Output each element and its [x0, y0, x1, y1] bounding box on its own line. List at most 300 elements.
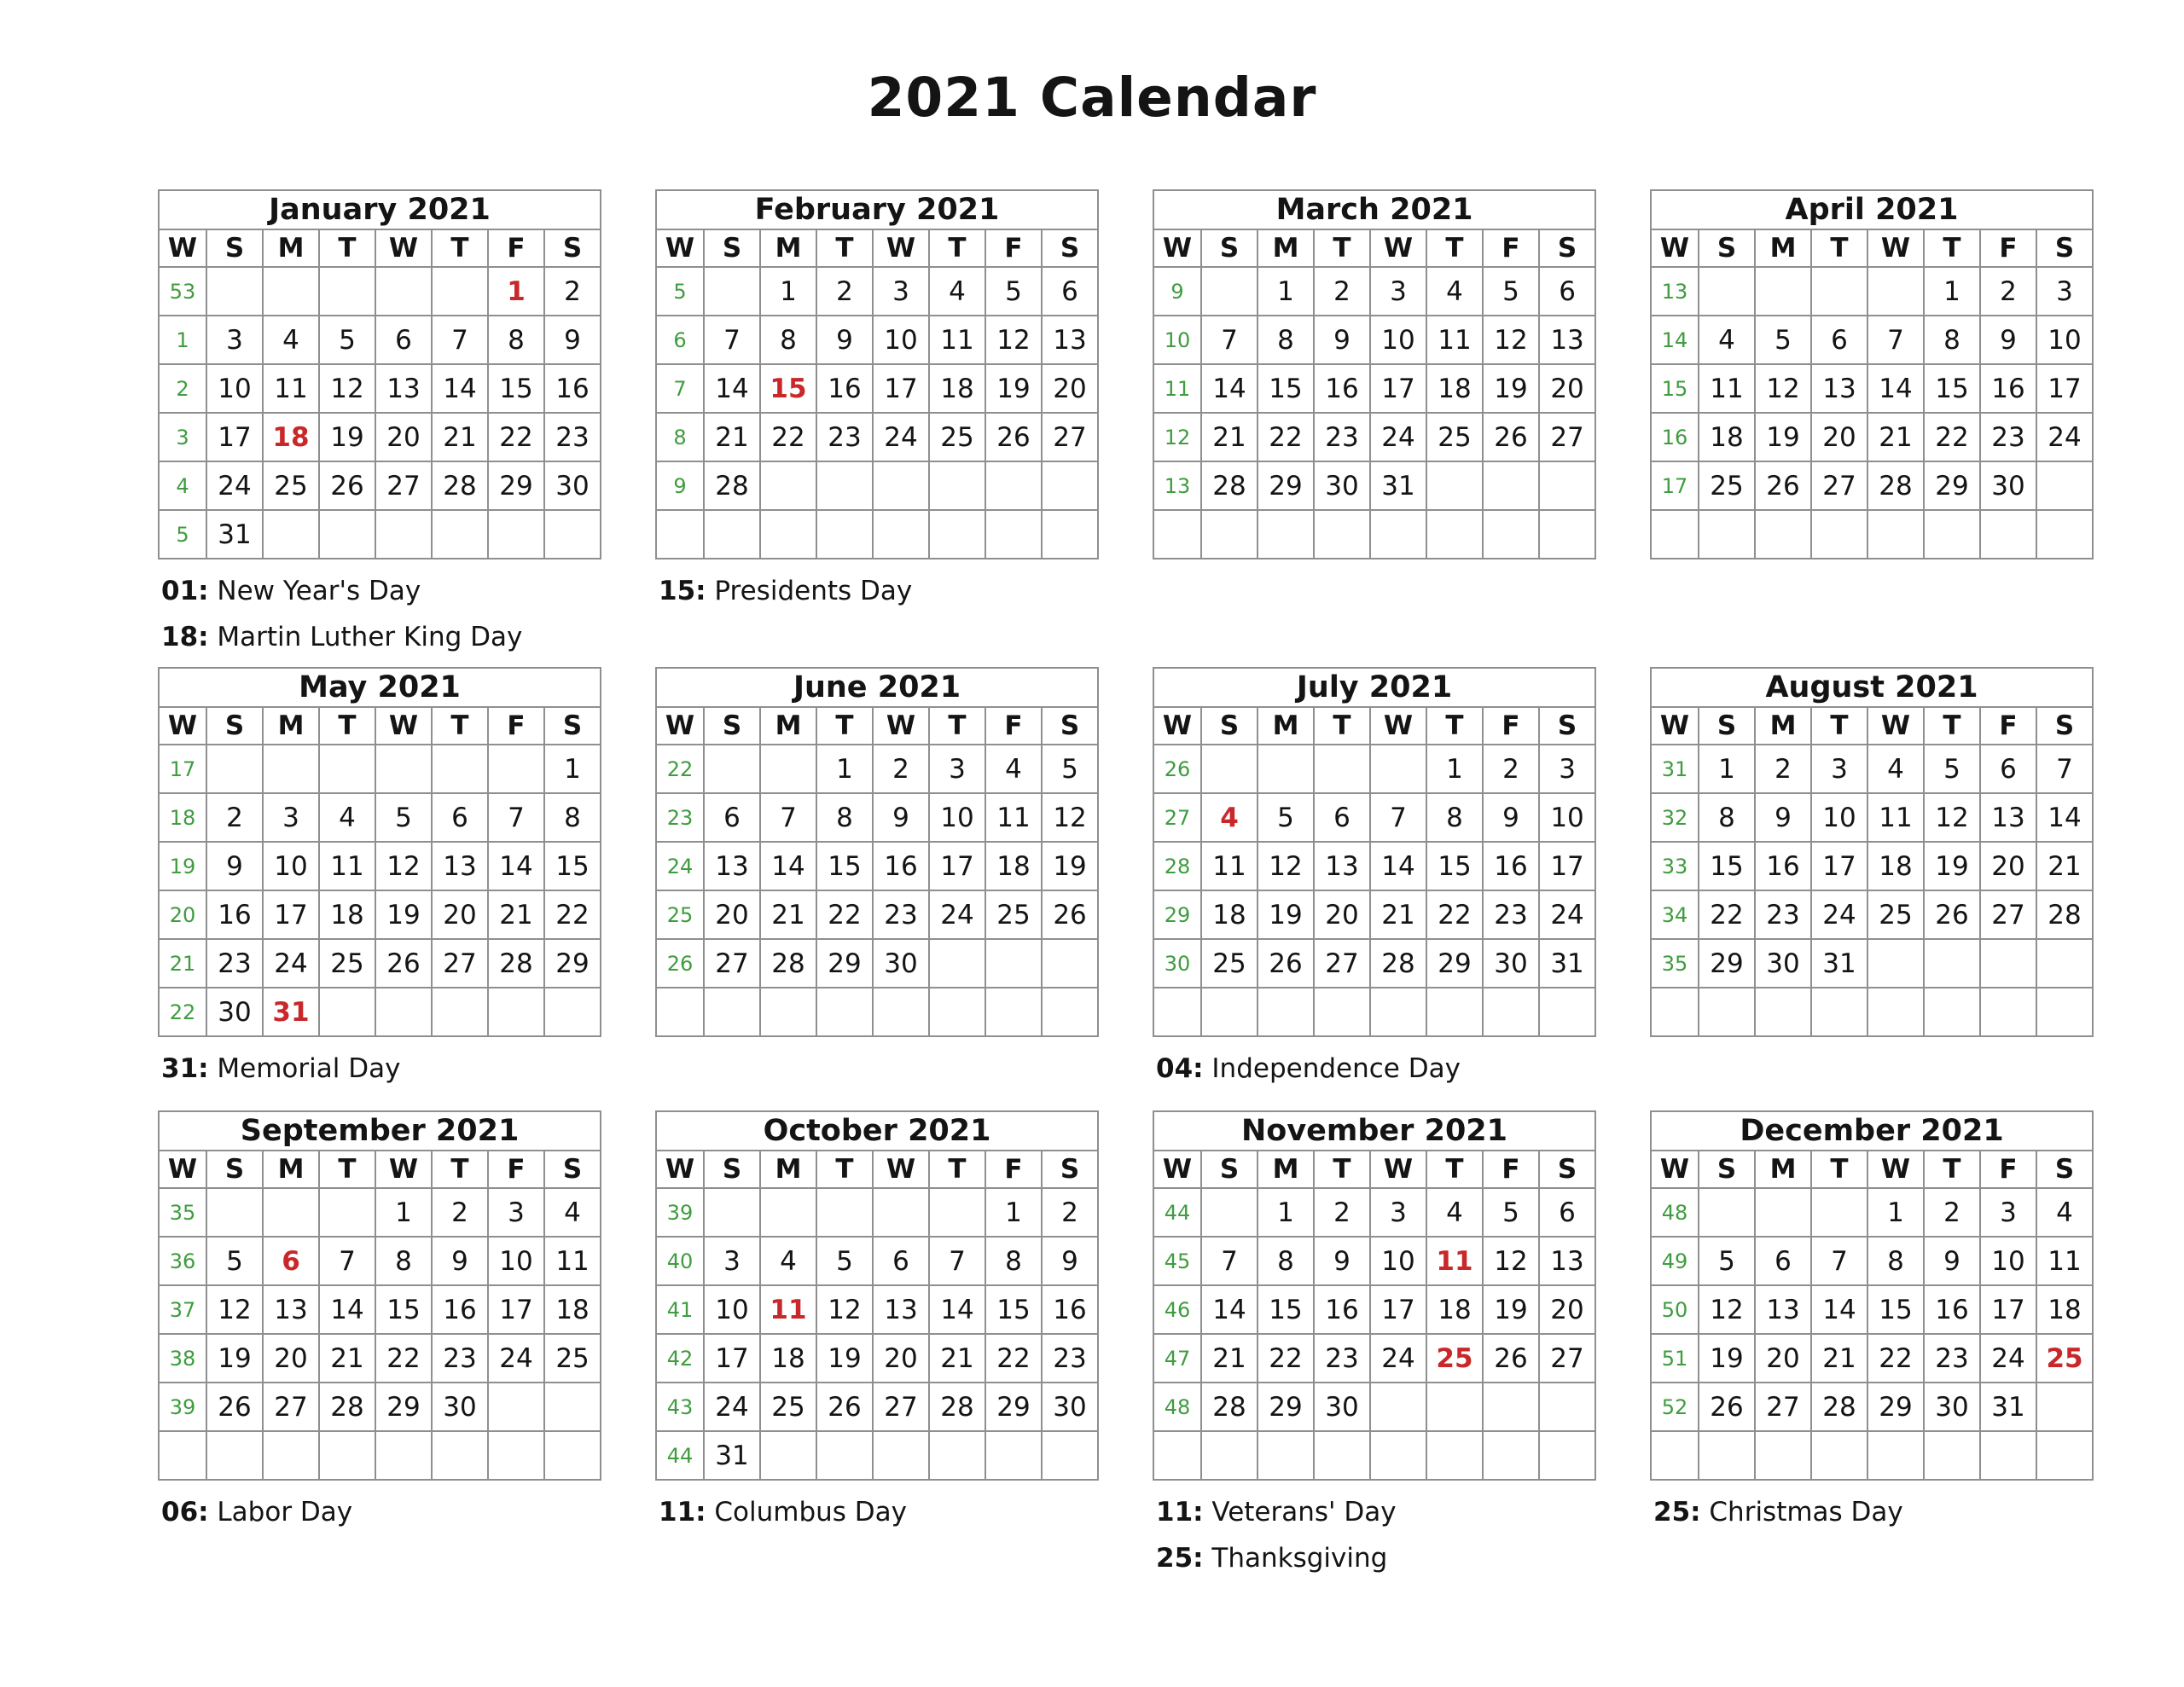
week-number-cell: [1651, 988, 1699, 1036]
day-cell: [1539, 1383, 1595, 1431]
day-cell: [985, 988, 1042, 1036]
day-cell: [432, 510, 488, 559]
month-table-september: [158, 1110, 601, 1481]
day-cell: 7: [2036, 745, 2093, 793]
day-cell: [760, 988, 816, 1036]
day-cell: 10: [929, 793, 985, 842]
week-row: [1153, 1383, 1595, 1431]
week-row: [1651, 316, 2093, 364]
week-row: [159, 461, 601, 510]
week-number-header: W: [656, 707, 704, 745]
day-cell: [1314, 1431, 1370, 1480]
week-row: [159, 1188, 601, 1237]
month-title-row: [1651, 1111, 2093, 1151]
day-cell: [488, 988, 544, 1036]
day-cell: 20: [375, 413, 432, 461]
day-cell: [1201, 745, 1258, 793]
day-cell: 27: [1811, 461, 1867, 510]
weekday-header: W: [1370, 1151, 1426, 1188]
day-cell: [1699, 510, 1755, 559]
day-cell: [1426, 1383, 1483, 1431]
weekday-header: T: [1924, 707, 1980, 745]
day-cell: 13: [263, 1285, 319, 1334]
weekday-header: W: [1370, 707, 1426, 745]
day-cell: 30: [1980, 461, 2036, 510]
weekday-header: T: [816, 707, 873, 745]
day-cell: 11: [1201, 842, 1258, 890]
day-cell: [206, 267, 263, 316]
month-block-january: [158, 189, 600, 657]
day-cell: 20: [1755, 1334, 1811, 1383]
day-cell: 16: [432, 1285, 488, 1334]
day-cell: 8: [816, 793, 873, 842]
day-cell: [1980, 939, 2036, 988]
day-cell: 9: [873, 793, 929, 842]
day-cell: 7: [319, 1237, 375, 1285]
day-cell: 19: [1483, 364, 1539, 413]
day-cell: 23: [1314, 1334, 1370, 1383]
day-cell: 18: [985, 842, 1042, 890]
week-number-cell: 13: [1651, 267, 1699, 316]
day-cell: 12: [985, 316, 1042, 364]
week-number-cell: [1153, 510, 1201, 559]
day-cell: [873, 988, 929, 1036]
week-number-cell: 52: [1651, 1383, 1699, 1431]
day-cell: 8: [1258, 1237, 1314, 1285]
holiday-legend: [1156, 1493, 1594, 1532]
day-cell: 3: [1370, 267, 1426, 316]
day-cell: 7: [1201, 1237, 1258, 1285]
week-number-cell: 7: [656, 364, 704, 413]
day-cell: [319, 267, 375, 316]
day-cell: 27: [1539, 1334, 1595, 1383]
day-cell: 11: [929, 316, 985, 364]
week-row: [1651, 890, 2093, 939]
weekday-header: F: [488, 1151, 544, 1188]
day-cell: 2: [1314, 1188, 1370, 1237]
weekday-header: M: [1258, 707, 1314, 745]
day-cell: [319, 745, 375, 793]
day-cell: 29: [1924, 461, 1980, 510]
week-number-cell: [1153, 1431, 1201, 1480]
week-row: [159, 1383, 601, 1431]
weekday-header: T: [1811, 1151, 1867, 1188]
day-cell: 3: [2036, 267, 2093, 316]
weekday-header: T: [929, 1151, 985, 1188]
holiday-date: 18:: [161, 622, 209, 652]
weekday-header: F: [488, 229, 544, 267]
week-row: [1153, 745, 1595, 793]
day-cell: 8: [985, 1237, 1042, 1285]
month-block-april: [1650, 189, 2092, 559]
day-cell: 12: [1042, 793, 1098, 842]
holiday-date: 11:: [1156, 1497, 1204, 1528]
day-cell: 24: [1811, 890, 1867, 939]
week-number-cell: 48: [1651, 1188, 1699, 1237]
day-cell: 6: [873, 1237, 929, 1285]
day-cell: [1811, 1188, 1867, 1237]
week-number-cell: 39: [656, 1188, 704, 1237]
day-cell: [1811, 988, 1867, 1036]
day-cell: 27: [873, 1383, 929, 1431]
month-block-september: [158, 1110, 600, 1532]
week-row: [159, 745, 601, 793]
day-cell: 14: [319, 1285, 375, 1334]
day-cell: [1980, 510, 2036, 559]
day-cell: [1483, 461, 1539, 510]
weekday-header-row: [1651, 707, 2093, 745]
week-number-header: W: [1651, 1151, 1699, 1188]
day-cell: [704, 510, 760, 559]
day-cell: 18: [263, 413, 319, 461]
weekday-header: W: [375, 1151, 432, 1188]
day-cell: 9: [1314, 1237, 1370, 1285]
holiday-date: 25:: [1156, 1543, 1204, 1574]
weekday-header: S: [1201, 707, 1258, 745]
day-cell: [1426, 461, 1483, 510]
week-row: [656, 461, 1098, 510]
weekday-header: W: [873, 1151, 929, 1188]
day-cell: [1201, 510, 1258, 559]
week-number-cell: 34: [1651, 890, 1699, 939]
week-row: [1153, 267, 1595, 316]
day-cell: [1370, 1383, 1426, 1431]
day-cell: [929, 1431, 985, 1480]
day-cell: 8: [544, 793, 601, 842]
week-row: [656, 413, 1098, 461]
day-cell: 25: [1867, 890, 1924, 939]
week-number-cell: 31: [1651, 745, 1699, 793]
week-number-cell: 39: [159, 1383, 206, 1431]
week-number-cell: 17: [159, 745, 206, 793]
day-cell: [206, 745, 263, 793]
day-cell: 18: [929, 364, 985, 413]
day-cell: 21: [1201, 413, 1258, 461]
day-cell: 4: [544, 1188, 601, 1237]
day-cell: 1: [1699, 745, 1755, 793]
month-title-row: [159, 1111, 601, 1151]
day-cell: 12: [1483, 316, 1539, 364]
day-cell: 23: [432, 1334, 488, 1383]
day-cell: 13: [1314, 842, 1370, 890]
day-cell: [873, 510, 929, 559]
day-cell: 1: [375, 1188, 432, 1237]
weekday-header-row: [159, 229, 601, 267]
day-cell: 16: [1042, 1285, 1098, 1334]
day-cell: 29: [985, 1383, 1042, 1431]
weekday-header: S: [1201, 1151, 1258, 1188]
day-cell: [704, 267, 760, 316]
weekday-header-row: [1153, 229, 1595, 267]
week-number-cell: 18: [159, 793, 206, 842]
day-cell: 13: [432, 842, 488, 890]
day-cell: 23: [873, 890, 929, 939]
day-cell: 24: [1370, 413, 1426, 461]
day-cell: [2036, 1383, 2093, 1431]
weekday-header: F: [488, 707, 544, 745]
week-number-cell: 4: [159, 461, 206, 510]
day-cell: [816, 461, 873, 510]
day-cell: [544, 1383, 601, 1431]
day-cell: 14: [1867, 364, 1924, 413]
day-cell: 9: [1980, 316, 2036, 364]
day-cell: 25: [1201, 939, 1258, 988]
day-cell: 10: [873, 316, 929, 364]
day-cell: 3: [206, 316, 263, 364]
day-cell: 2: [1483, 745, 1539, 793]
month-block-july: [1153, 667, 1594, 1088]
weekday-header: W: [873, 229, 929, 267]
month-title-row: [1153, 190, 1595, 229]
week-row: [656, 1188, 1098, 1237]
day-cell: [375, 267, 432, 316]
week-row: [656, 1285, 1098, 1334]
day-cell: 14: [704, 364, 760, 413]
day-cell: 8: [1699, 793, 1755, 842]
week-number-cell: 21: [159, 939, 206, 988]
day-cell: 7: [1201, 316, 1258, 364]
week-row: [1651, 413, 2093, 461]
holiday-legend: [1653, 1493, 2092, 1532]
holiday-legend: [161, 1493, 600, 1532]
week-row: [1153, 793, 1595, 842]
weekday-header: S: [1699, 1151, 1755, 1188]
day-cell: 15: [1867, 1285, 1924, 1334]
week-row: [656, 1431, 1098, 1480]
day-cell: [1483, 1383, 1539, 1431]
day-cell: 21: [1867, 413, 1924, 461]
day-cell: [1258, 1431, 1314, 1480]
day-cell: 5: [1755, 316, 1811, 364]
weekday-header: S: [2036, 229, 2093, 267]
day-cell: [319, 1188, 375, 1237]
day-cell: 28: [432, 461, 488, 510]
weekday-header: T: [1314, 229, 1370, 267]
day-cell: 11: [1426, 316, 1483, 364]
holiday-date: 01:: [161, 576, 209, 606]
day-cell: 20: [873, 1334, 929, 1383]
day-cell: 31: [263, 988, 319, 1036]
day-cell: [1483, 988, 1539, 1036]
week-number-cell: 30: [1153, 939, 1201, 988]
day-cell: 30: [206, 988, 263, 1036]
day-cell: [432, 988, 488, 1036]
day-cell: [1924, 1431, 1980, 1480]
weekday-header: S: [544, 229, 601, 267]
week-number-header: W: [159, 229, 206, 267]
day-cell: [1042, 988, 1098, 1036]
week-row: [656, 1237, 1098, 1285]
week-row: [1651, 842, 2093, 890]
day-cell: [1426, 988, 1483, 1036]
week-row: [1153, 1334, 1595, 1383]
day-cell: 17: [873, 364, 929, 413]
day-cell: [544, 1431, 601, 1480]
holiday-name: Martin Luther King Day: [208, 622, 523, 652]
day-cell: [319, 988, 375, 1036]
month-title-row: [656, 668, 1098, 707]
day-cell: 21: [319, 1334, 375, 1383]
day-cell: 4: [263, 316, 319, 364]
day-cell: 17: [929, 842, 985, 890]
day-cell: [1755, 988, 1811, 1036]
day-cell: 4: [1426, 1188, 1483, 1237]
weekday-header: T: [1811, 707, 1867, 745]
day-cell: [1314, 510, 1370, 559]
weekday-header: T: [929, 707, 985, 745]
day-cell: 18: [1426, 364, 1483, 413]
day-cell: 5: [985, 267, 1042, 316]
weekday-header: T: [319, 229, 375, 267]
week-number-cell: 28: [1153, 842, 1201, 890]
week-number-cell: 44: [656, 1431, 704, 1480]
day-cell: 1: [1258, 267, 1314, 316]
day-cell: 30: [1755, 939, 1811, 988]
weekday-header: T: [432, 707, 488, 745]
week-row: [1651, 1188, 2093, 1237]
week-row: [656, 267, 1098, 316]
day-cell: 14: [488, 842, 544, 890]
holiday-legend: [161, 571, 600, 611]
day-cell: 19: [816, 1334, 873, 1383]
weekday-header: W: [1867, 707, 1924, 745]
day-cell: 6: [1755, 1237, 1811, 1285]
week-row: [656, 1334, 1098, 1383]
day-cell: 28: [1867, 461, 1924, 510]
day-cell: 6: [704, 793, 760, 842]
week-row: [159, 890, 601, 939]
day-cell: [985, 1431, 1042, 1480]
week-number-cell: 9: [1153, 267, 1201, 316]
day-cell: 8: [375, 1237, 432, 1285]
day-cell: [760, 1431, 816, 1480]
week-number-cell: 46: [1153, 1285, 1201, 1334]
day-cell: [1924, 510, 1980, 559]
week-row: [159, 1237, 601, 1285]
day-cell: 10: [263, 842, 319, 890]
weekday-header: T: [929, 229, 985, 267]
day-cell: 6: [432, 793, 488, 842]
weekday-header: S: [206, 229, 263, 267]
month-table-february: [655, 189, 1099, 559]
day-cell: 1: [1924, 267, 1980, 316]
day-cell: 20: [704, 890, 760, 939]
day-cell: [1755, 1188, 1811, 1237]
day-cell: [929, 510, 985, 559]
weekday-header-row: [656, 707, 1098, 745]
week-number-cell: 24: [656, 842, 704, 890]
day-cell: 5: [206, 1237, 263, 1285]
weekday-header: F: [1483, 707, 1539, 745]
week-row: [1651, 1334, 2093, 1383]
day-cell: [1980, 988, 2036, 1036]
month-title-row: [656, 190, 1098, 229]
day-cell: 28: [2036, 890, 2093, 939]
week-number-header: W: [1153, 1151, 1201, 1188]
day-cell: [1755, 267, 1811, 316]
day-cell: 2: [816, 267, 873, 316]
day-cell: 3: [1370, 1188, 1426, 1237]
day-cell: 13: [873, 1285, 929, 1334]
day-cell: 12: [319, 364, 375, 413]
day-cell: 19: [1042, 842, 1098, 890]
day-cell: 4: [319, 793, 375, 842]
day-cell: 18: [1426, 1285, 1483, 1334]
day-cell: 22: [544, 890, 601, 939]
day-cell: [760, 745, 816, 793]
day-cell: [544, 988, 601, 1036]
day-cell: [1201, 988, 1258, 1036]
week-number-header: W: [1651, 707, 1699, 745]
week-number-cell: 8: [656, 413, 704, 461]
week-row: [1651, 745, 2093, 793]
day-cell: 7: [704, 316, 760, 364]
week-row: [1651, 461, 2093, 510]
month-title-row: [159, 668, 601, 707]
weekday-header: T: [1314, 707, 1370, 745]
day-cell: 14: [1811, 1285, 1867, 1334]
day-cell: 16: [816, 364, 873, 413]
day-cell: 11: [985, 793, 1042, 842]
day-cell: 31: [1539, 939, 1595, 988]
week-number-cell: 49: [1651, 1237, 1699, 1285]
day-cell: 3: [704, 1237, 760, 1285]
week-number-header: W: [159, 707, 206, 745]
month-title: August 2021: [1651, 668, 2093, 707]
weekday-header: S: [1699, 707, 1755, 745]
day-cell: 1: [760, 267, 816, 316]
week-row: [1651, 939, 2093, 988]
day-cell: 15: [760, 364, 816, 413]
day-cell: 20: [1980, 842, 2036, 890]
day-cell: 16: [544, 364, 601, 413]
week-row: [159, 1431, 601, 1480]
week-number-cell: 48: [1153, 1383, 1201, 1431]
day-cell: 14: [1370, 842, 1426, 890]
day-cell: [488, 510, 544, 559]
day-cell: 7: [1867, 316, 1924, 364]
day-cell: 7: [1370, 793, 1426, 842]
day-cell: 27: [704, 939, 760, 988]
day-cell: [816, 510, 873, 559]
week-row: [1153, 413, 1595, 461]
day-cell: 28: [1811, 1383, 1867, 1431]
week-number-cell: 33: [1651, 842, 1699, 890]
weekday-header: M: [263, 1151, 319, 1188]
day-cell: 11: [760, 1285, 816, 1334]
day-cell: 22: [1867, 1334, 1924, 1383]
month-block-august: [1650, 667, 2092, 1037]
day-cell: 9: [816, 316, 873, 364]
day-cell: 28: [319, 1383, 375, 1431]
day-cell: 19: [1699, 1334, 1755, 1383]
day-cell: 13: [704, 842, 760, 890]
weekday-header-row: [159, 1151, 601, 1188]
week-row: [656, 364, 1098, 413]
day-cell: 1: [816, 745, 873, 793]
day-cell: 1: [1258, 1188, 1314, 1237]
day-cell: [1539, 461, 1595, 510]
day-cell: 20: [1811, 413, 1867, 461]
week-row: [159, 842, 601, 890]
day-cell: 31: [1980, 1383, 2036, 1431]
day-cell: 2: [544, 267, 601, 316]
week-number-cell: [656, 510, 704, 559]
weekday-header: F: [1980, 1151, 2036, 1188]
week-number-header: W: [1153, 229, 1201, 267]
day-cell: 25: [2036, 1334, 2093, 1383]
day-cell: 19: [1258, 890, 1314, 939]
